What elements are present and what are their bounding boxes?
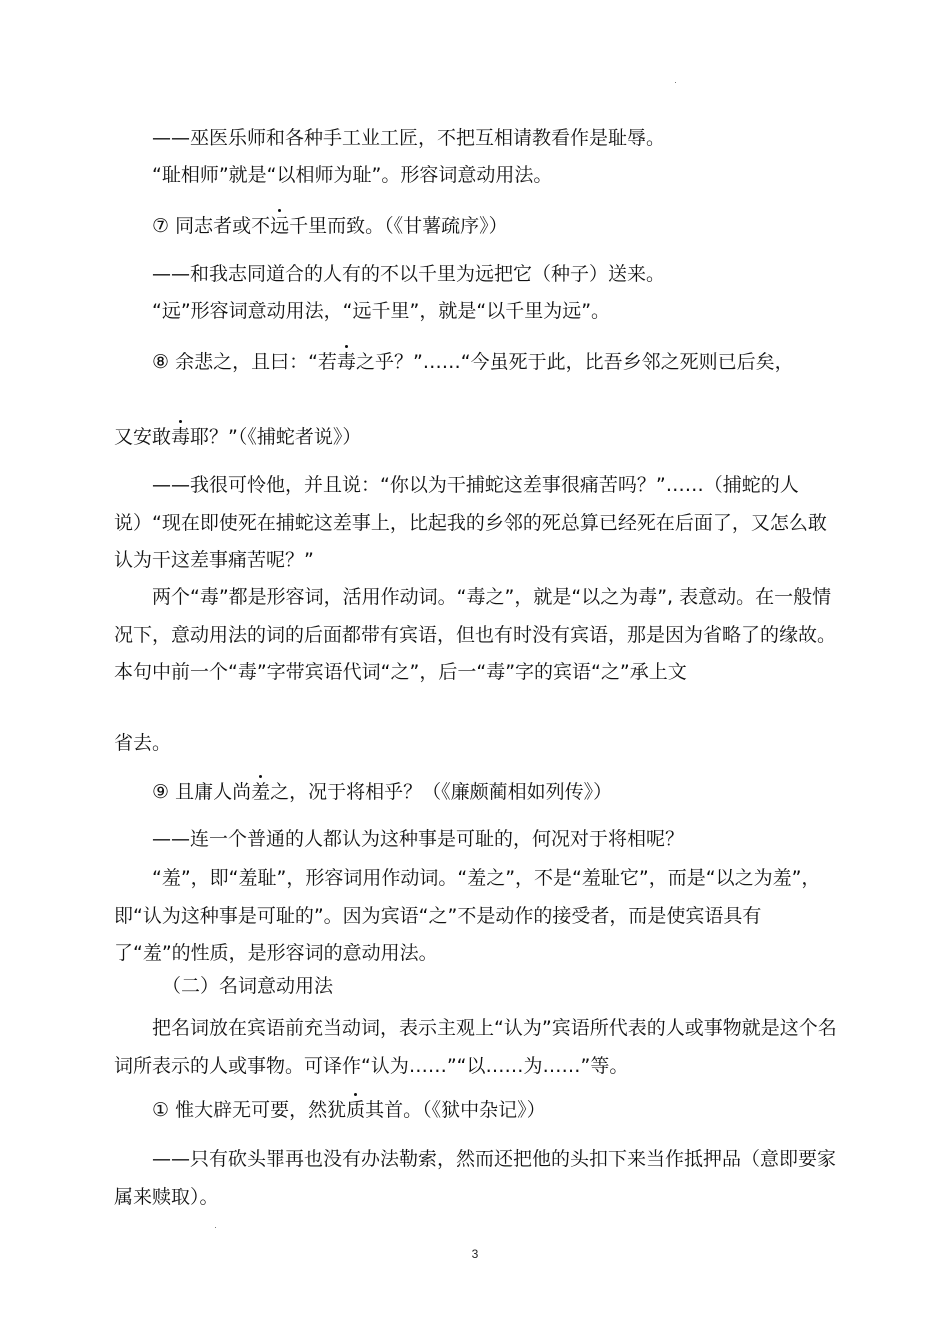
explanation-paragraph: [114, 860, 838, 973]
translation-line: ——连一个普通的人都认为这种事是可耻的，何况对于将相呢？: [152, 828, 685, 850]
paragraph-text: ——只有砍头罪再也没有办法勒索，然而还把他的头扣下来当作抵押品（意即要家属来赎取）。: [114, 1148, 837, 1208]
emphasized-char: 毒: [171, 426, 191, 448]
paragraph-text: ——我很可怜他，并且说：“你以为干捕蛇这差事很痛苦吗？”……（捕蛇的人说）“现在即使死在捕蛇这差事上，比起我的乡邻的死总算已经死在后面了，又怎么敢认为干这差事痛苦呢？”: [114, 474, 827, 571]
example-text: 千里而致。（《甘薯疏序》）: [289, 215, 508, 237]
emphasized-char: 毒: [336, 351, 356, 373]
example-text: ⑧ 余悲之，且曰：“若: [152, 351, 337, 373]
translation-line: ——和我志同道合的人有的不以千里为远把它（种子）送来。: [152, 263, 666, 285]
emphasized-char: 羞: [251, 781, 271, 803]
example-text: ① 惟大辟无可要，然犹: [152, 1099, 347, 1121]
translation-paragraph: [114, 467, 838, 580]
example-1: [152, 1096, 838, 1124]
explanation-paragraph: [114, 579, 838, 692]
example-7: [152, 212, 838, 240]
explanation-line: “远”形容词意动用法，“远千里”，就是“以千里为远”。: [152, 300, 611, 322]
example-text: ⑨ 且庸人尚: [152, 781, 252, 803]
example-text: 又安敢: [114, 426, 172, 448]
emphasized-char: 质: [346, 1099, 366, 1121]
example-8: [152, 348, 838, 376]
scan-speck: [215, 1227, 216, 1228]
explanation-line: “耻相师”就是“以相师为耻”。形容词意动用法。: [152, 164, 553, 186]
paragraph-text: 把名词放在宾语前充当动词，表示主观上“认为”宾语所代表的人或事物就是这个名词所表示的人或事物。可译作“认为……”“以……为……”等。: [114, 1017, 837, 1077]
emphasized-char: 远: [270, 215, 290, 237]
example-text: 之乎？”……“今虽死于此，比吾乡邻之死则已后矣，: [355, 351, 794, 373]
scan-speck: [675, 82, 676, 83]
translation-line: ——巫医乐师和各种手工业工匠，不把互相请教看作是耻辱。: [152, 127, 666, 149]
paragraph-text: 两个“毒”都是形容词，活用作动词。“毒之”，就是“以之为毒”, 表意动。在一般情况下，意动用法的词的后面都带有宾语，但也有时没有宾语，那是因为省略了的缘故。本句中前一个“毒”字带宾语代词“之”，后一“毒”字的宾语“之”承上文: [114, 586, 837, 683]
example-text: 之，况于将相乎？（《廉颇蔺相如列传》）: [270, 781, 613, 803]
example-9: [152, 778, 838, 806]
paragraph-text: “羞”，即“羞耻”，形容词用作动词。“羞之”，不是“羞耻它”，而是“以之为羞”，即“认为这种事是可耻的”。因为宾语“之”不是动作的接受者，而是使宾语具有了“羞”的性质，是形容词的意动用法。: [114, 867, 821, 964]
definition-paragraph: [114, 1010, 838, 1085]
example-text: 其首。（《狱中杂记》）: [365, 1099, 546, 1121]
section-heading: （二）名词意动用法: [162, 975, 334, 997]
page-number: 3: [471, 1247, 479, 1261]
example-8-continuation: [114, 423, 838, 451]
example-text: ⑦ 同志者或不: [152, 215, 271, 237]
example-text: 耶？”（《捕蛇者说》）: [190, 426, 362, 448]
paragraph-tail: 省去。: [114, 732, 172, 754]
translation-paragraph: [114, 1141, 838, 1216]
